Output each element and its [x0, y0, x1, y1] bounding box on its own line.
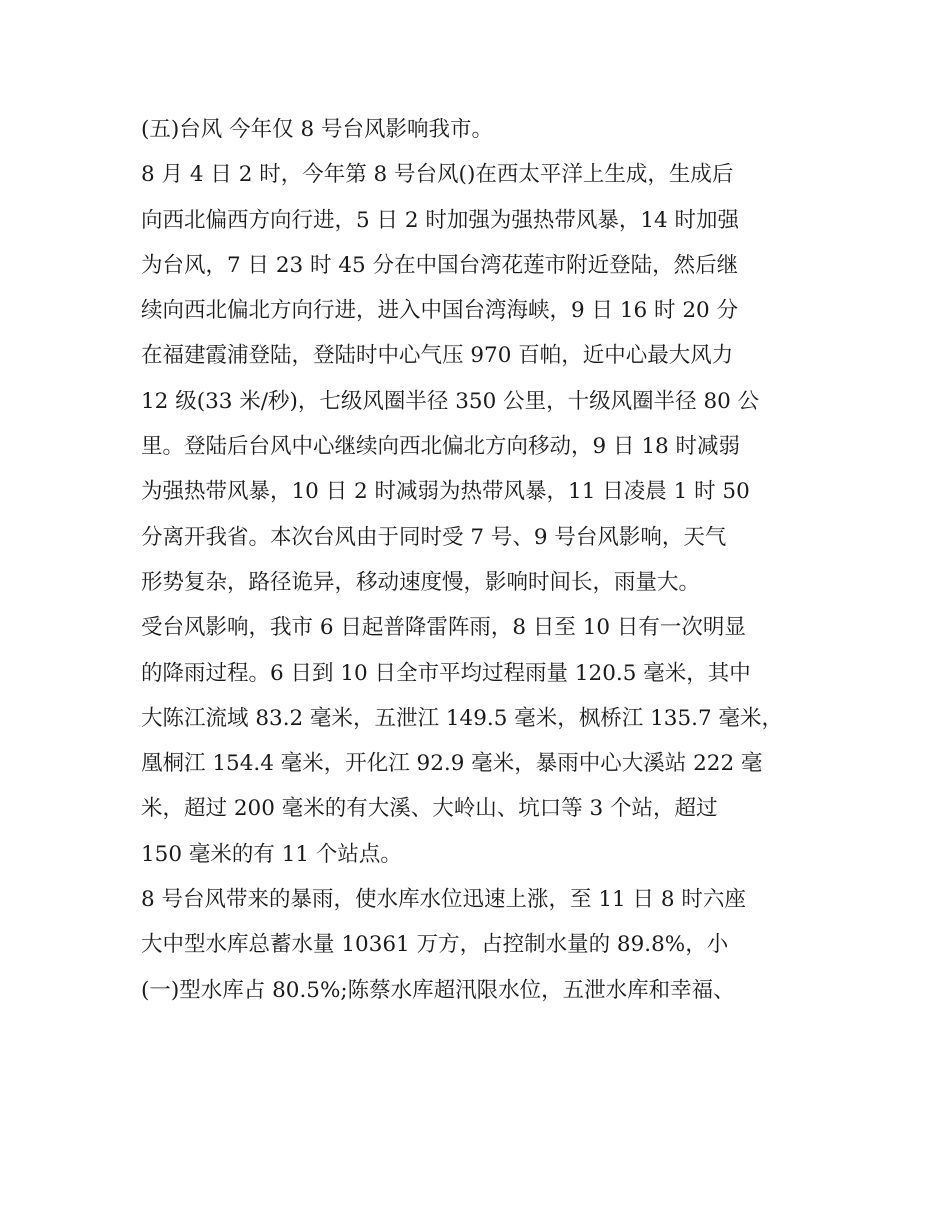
text-line: 8 号台风带来的暴雨，使水库水位迅速上涨，至 11 日 8 时六座: [141, 887, 746, 913]
text-line: 150 毫米的有 11 个站点。: [141, 841, 402, 867]
text-line: 向西北偏西方向行进，5 日 2 时加强为强热带风暴，14 时加强: [141, 207, 740, 233]
text-line: (一)型水库占 80.5%;陈蔡水库超汛限水位，五泄水库和幸福、: [141, 977, 735, 1003]
text-line: 米，超过 200 毫米的有大溪、大岭山、坑口等 3 个站，超过: [141, 796, 718, 822]
text-line: 形势复杂，路径诡异，移动速度慢，影响时间长，雨量大。: [141, 569, 701, 595]
text-line: 8 月 4 日 2 时，今年第 8 号台风()在西太平洋上生成，生成后: [141, 162, 734, 188]
text-line: 里。登陆后台风中心继续向西北偏北方向移动，9 日 18 时减弱: [141, 434, 741, 460]
text-line: 大陈江流域 83.2 毫米，五泄江 149.5 毫米，枫桥江 135.7 毫米，: [141, 705, 783, 731]
text-line: 受台风影响，我市 6 日起普降雷阵雨，8 日至 10 日有一次明显: [141, 615, 746, 641]
text-line: 为台风，7 日 23 时 45 分在中国台湾花莲市附近登陆，然后继: [141, 252, 739, 278]
text-line: 在福建霞浦登陆，登陆时中心气压 970 百帕，近中心最大风力: [141, 343, 734, 369]
text-line: 的降雨过程。6 日到 10 日全市平均过程雨量 120.5 毫米，其中: [141, 660, 751, 686]
text-line: 12 级(33 米/秒)，七级风圈半径 350 公里，十级风圈半径 80 公: [141, 388, 760, 414]
text-line: 大中型水库总蓄水量 10361 万方，占控制水量的 89.8%，小: [141, 932, 729, 958]
text-line: (五)台风 今年仅 8 号台风影响我市。: [141, 117, 493, 142]
text-line: 分离开我省。本次台风由于同时受 7 号、9 号台风影响，天气: [141, 524, 727, 550]
text-line: 续向西北偏北方向行进，进入中国台湾海峡，9 日 16 时 20 分: [141, 298, 739, 324]
text-line: 为强热带风暴，10 日 2 时减弱为热带风暴，11 日凌晨 1 时 50: [141, 479, 750, 505]
body-text: [141, 107, 821, 1013]
text-line: 凰桐江 154.4 毫米，开化江 92.9 毫米，暴雨中心大溪站 222 毫: [141, 751, 763, 777]
